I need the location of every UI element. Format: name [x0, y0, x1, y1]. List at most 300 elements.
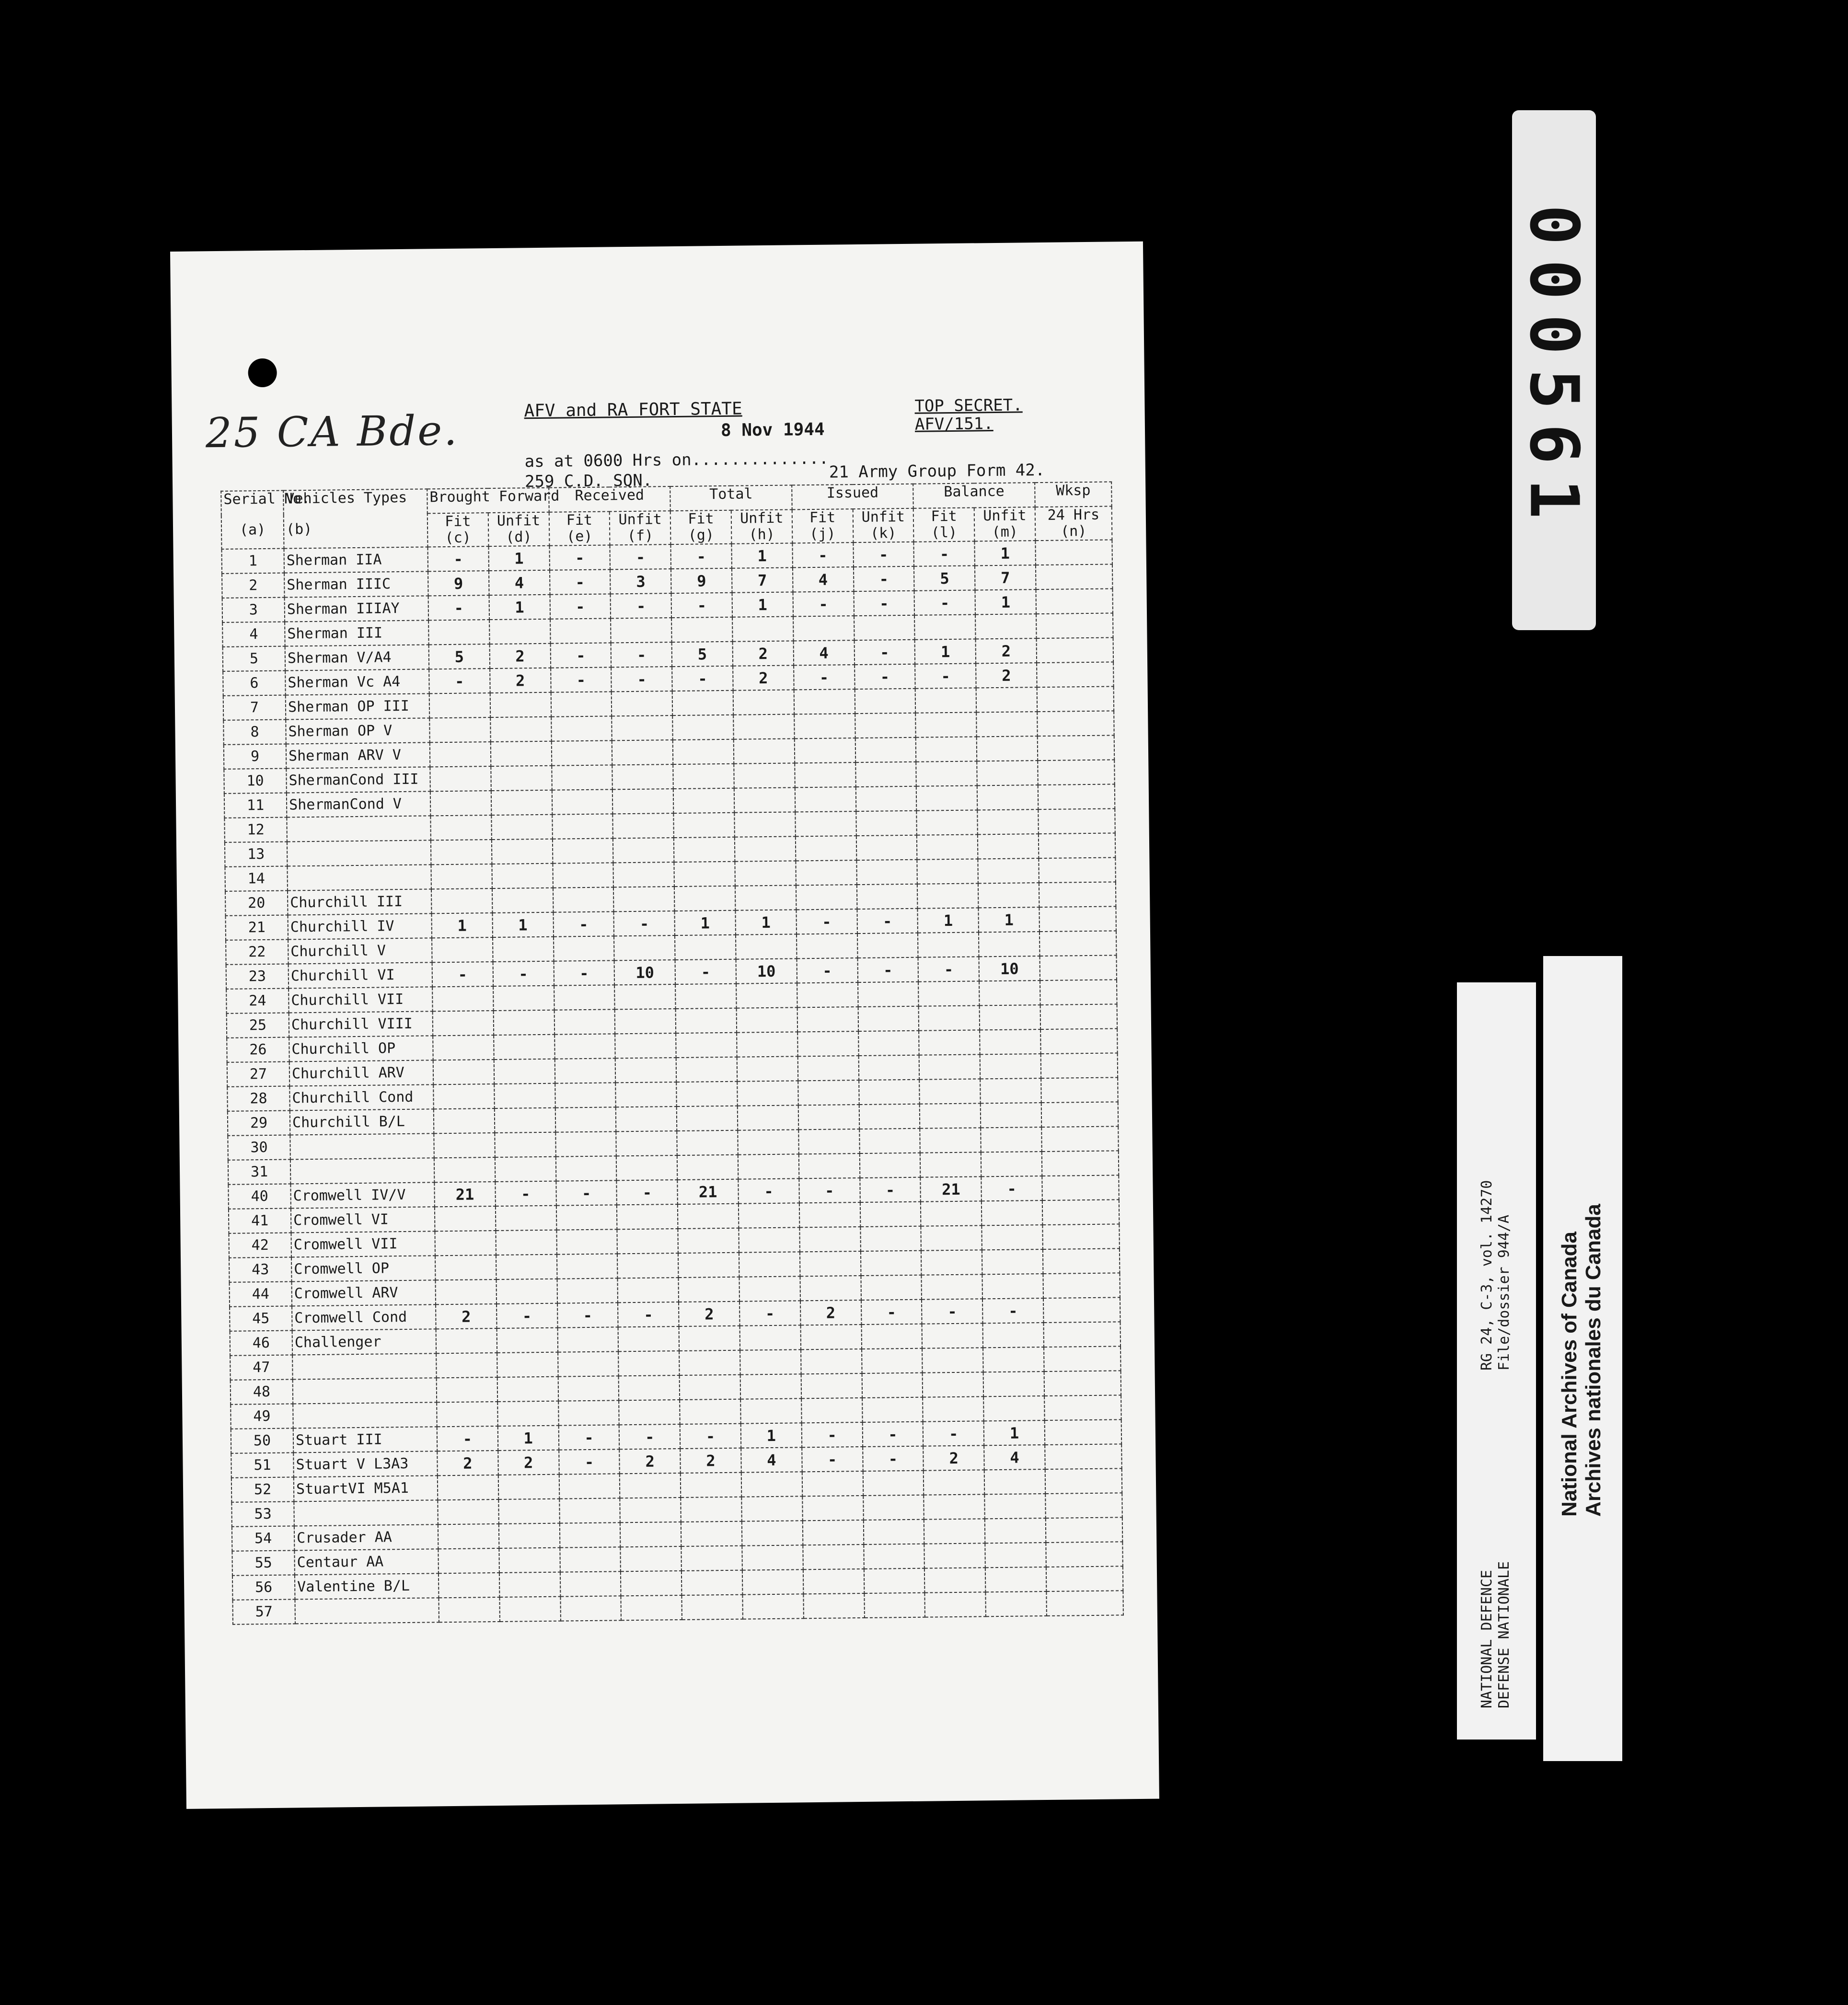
value-cell: [1042, 1199, 1120, 1225]
value-cell: [1045, 1419, 1122, 1445]
value-cell: [738, 1154, 799, 1179]
value-cell: [560, 1547, 621, 1572]
serial-cell: 3: [222, 598, 285, 622]
value-cell: [863, 1471, 924, 1496]
value-cell: [919, 1054, 980, 1079]
value-cell: [854, 615, 915, 640]
value-cell: [1041, 1126, 1119, 1152]
value-cell: [491, 766, 552, 791]
value-cell: [1045, 1493, 1122, 1518]
serial-cell: 1: [222, 549, 285, 574]
value-cell: [439, 1573, 499, 1598]
value-cell: [924, 1567, 985, 1592]
value-cell: [737, 1032, 797, 1057]
vehicle-type-cell: Cromwell IV/V: [290, 1182, 435, 1208]
value-cell: [551, 691, 612, 716]
value-cell: [922, 1274, 982, 1299]
value-cell: [923, 1372, 983, 1397]
value-cell: -: [675, 959, 736, 984]
vehicle-type-cell: Centaur AA: [294, 1549, 439, 1575]
value-cell: [1042, 1151, 1119, 1176]
header-24hrs-n: 24 Hrs (n): [1035, 506, 1112, 541]
value-cell: [864, 1544, 924, 1569]
value-cell: -: [797, 958, 857, 983]
value-cell: [740, 1349, 801, 1374]
value-cell: [674, 837, 735, 862]
value-cell: [616, 1106, 677, 1131]
value-cell: [490, 692, 551, 717]
value-cell: [983, 1323, 1044, 1348]
value-cell: [499, 1548, 560, 1573]
value-cell: [984, 1469, 1045, 1494]
value-cell: [615, 1033, 676, 1058]
value-cell: [742, 1594, 803, 1619]
serial-cell: 23: [226, 964, 289, 989]
value-cell: [983, 1347, 1044, 1372]
vehicle-type-cell: [287, 816, 431, 841]
value-cell: [674, 886, 735, 911]
value-cell: [739, 1252, 800, 1277]
value-cell: [613, 838, 674, 863]
value-cell: [432, 937, 493, 962]
value-cell: [1046, 1517, 1123, 1543]
value-cell: -: [497, 1303, 557, 1328]
value-cell: -: [556, 1180, 617, 1205]
value-cell: [1044, 1322, 1121, 1347]
value-cell: [735, 861, 796, 886]
vehicle-type-cell: Sherman IIIC: [284, 571, 428, 597]
value-cell: [437, 1377, 497, 1402]
value-cell: -: [799, 1178, 860, 1203]
value-cell: [430, 766, 491, 791]
reference-number: AFV/151.: [914, 414, 993, 434]
value-cell: [552, 789, 612, 814]
value-cell: [985, 1518, 1046, 1543]
value-cell: [621, 1571, 681, 1596]
value-cell: [492, 839, 553, 864]
value-cell: [734, 763, 795, 788]
value-cell: -: [794, 665, 855, 690]
vehicle-type-cell: Sherman IIIAY: [285, 596, 429, 622]
serial-cell: 49: [231, 1404, 293, 1429]
vehicle-type-cell: Sherman III: [285, 620, 429, 646]
value-cell: [612, 715, 673, 740]
value-cell: [738, 1105, 798, 1130]
value-cell: [552, 838, 613, 863]
value-cell: -: [854, 640, 915, 665]
serial-cell: 50: [231, 1428, 294, 1453]
value-cell: [1042, 1175, 1119, 1200]
value-cell: [1036, 564, 1113, 589]
value-cell: 2: [620, 1449, 681, 1474]
header-unfit-m: Unfit (m): [974, 507, 1036, 541]
value-cell: [554, 1058, 615, 1083]
value-cell: [554, 1034, 615, 1059]
value-cell: 2: [976, 638, 1037, 663]
value-cell: [794, 689, 855, 714]
value-cell: [491, 790, 552, 815]
value-cell: [1046, 1566, 1123, 1591]
vehicle-type-cell: Churchill OP: [289, 1036, 433, 1061]
value-cell: -: [495, 1181, 556, 1206]
value-cell: [985, 1543, 1046, 1567]
value-cell: [679, 1326, 740, 1351]
value-cell: [558, 1376, 619, 1401]
value-cell: [795, 762, 855, 787]
value-cell: [614, 984, 675, 1009]
value-cell: [613, 813, 674, 838]
value-cell: [550, 618, 611, 643]
value-cell: [796, 885, 857, 910]
value-cell: [859, 1153, 920, 1178]
value-cell: [977, 761, 1038, 785]
value-cell: [858, 1031, 919, 1056]
value-cell: [856, 835, 917, 860]
value-cell: [859, 1129, 920, 1153]
value-cell: [920, 1079, 981, 1104]
value-cell: -: [437, 1426, 498, 1451]
header-fit-g: Fit (g): [670, 510, 732, 544]
value-cell: -: [611, 593, 671, 618]
value-cell: 2: [437, 1451, 498, 1475]
serial-cell: 22: [226, 940, 289, 965]
value-cell: [618, 1278, 679, 1302]
value-cell: [674, 813, 735, 838]
value-cell: [979, 932, 1040, 956]
value-cell: [741, 1472, 802, 1497]
value-cell: [436, 1279, 497, 1304]
value-cell: 4: [793, 567, 854, 592]
value-cell: [917, 810, 978, 835]
value-cell: [559, 1498, 620, 1523]
header-issued: Issued: [792, 484, 913, 510]
value-cell: -: [551, 667, 612, 692]
punch-hole: [248, 358, 277, 388]
value-cell: -: [549, 545, 610, 570]
value-cell: -: [792, 542, 853, 567]
value-cell: [803, 1520, 864, 1545]
value-cell: [917, 834, 978, 859]
value-cell: [492, 888, 553, 913]
value-cell: [620, 1498, 681, 1522]
value-cell: [740, 1398, 801, 1423]
value-cell: -: [559, 1449, 620, 1474]
value-cell: [489, 619, 550, 644]
value-cell: [494, 1035, 554, 1060]
value-cell: [677, 1106, 738, 1131]
value-cell: [1037, 686, 1114, 712]
value-cell: [433, 1011, 494, 1036]
value-cell: [496, 1255, 557, 1279]
value-cell: [552, 765, 612, 790]
serial-cell: 28: [227, 1086, 290, 1111]
value-cell: -: [854, 591, 914, 616]
serial-cell: 41: [229, 1208, 291, 1233]
serial-cell: 43: [229, 1257, 292, 1282]
value-cell: [1040, 979, 1117, 1005]
value-cell: -: [493, 961, 554, 986]
header-brought-forward: Brought Forward: [427, 488, 549, 514]
value-cell: [863, 1520, 924, 1544]
value-cell: -: [618, 1302, 679, 1327]
value-cell: -: [550, 594, 611, 619]
value-cell: [680, 1399, 740, 1424]
value-cell: [1035, 540, 1112, 565]
header-vehicle-types: Vehicles Types (b): [283, 489, 427, 548]
value-cell: [985, 1567, 1046, 1592]
serial-cell: 5: [223, 646, 286, 671]
value-cell: -: [428, 595, 489, 620]
value-cell: [1038, 735, 1115, 761]
value-cell: -: [796, 909, 857, 934]
vehicle-type-cell: ShermanCond V: [287, 791, 431, 817]
value-cell: 2: [679, 1302, 739, 1326]
value-cell: -: [619, 1424, 680, 1449]
value-cell: 7: [732, 567, 793, 592]
value-cell: [618, 1351, 679, 1376]
value-cell: [795, 811, 856, 836]
serial-cell: 31: [228, 1159, 291, 1184]
value-cell: 1: [918, 908, 979, 933]
value-cell: [984, 1494, 1045, 1519]
value-cell: 4: [741, 1447, 802, 1472]
value-cell: [862, 1373, 923, 1398]
value-cell: [916, 785, 977, 810]
value-cell: [918, 981, 979, 1006]
value-cell: [733, 714, 794, 739]
value-cell: [1037, 662, 1114, 687]
serial-cell: 29: [228, 1110, 290, 1135]
value-cell: [499, 1523, 560, 1548]
value-cell: [858, 1006, 919, 1031]
value-cell: [431, 888, 492, 913]
value-cell: 21: [434, 1182, 495, 1207]
value-cell: [1039, 857, 1116, 883]
date-stamp: 8 Nov 1944: [720, 419, 825, 440]
value-cell: [555, 1156, 616, 1181]
value-cell: -: [802, 1447, 863, 1472]
value-cell: [864, 1593, 925, 1618]
value-cell: [736, 934, 797, 959]
vehicle-type-cell: [295, 1598, 439, 1624]
defence-fr: DEFENSE NATIONALE: [1496, 1561, 1513, 1708]
value-cell: [856, 811, 917, 836]
value-cell: [438, 1548, 499, 1573]
value-cell: [1039, 906, 1116, 932]
serial-cell: 27: [227, 1061, 290, 1086]
value-cell: [921, 1250, 982, 1275]
value-cell: [1038, 784, 1115, 809]
value-cell: [920, 1128, 981, 1152]
value-cell: [1044, 1346, 1121, 1371]
vehicle-type-cell: Churchill III: [288, 889, 432, 915]
value-cell: [677, 1155, 738, 1180]
value-cell: [922, 1348, 983, 1372]
vehicle-type-cell: Churchill IV: [288, 913, 432, 939]
serial-cell: 51: [231, 1452, 294, 1477]
value-cell: -: [739, 1301, 800, 1325]
value-cell: -: [793, 591, 854, 616]
value-cell: [613, 887, 674, 911]
serial-cell: 57: [232, 1599, 295, 1624]
value-cell: [431, 840, 492, 864]
value-cell: [494, 1059, 554, 1084]
value-cell: [1041, 1053, 1118, 1078]
vehicle-type-cell: Stuart III: [293, 1427, 438, 1452]
value-cell: -: [550, 643, 611, 668]
value-cell: [918, 932, 979, 957]
value-cell: [862, 1397, 923, 1422]
value-cell: 10: [614, 960, 675, 985]
value-cell: -: [860, 1177, 921, 1202]
value-cell: [1041, 1077, 1118, 1103]
value-cell: [681, 1546, 742, 1571]
value-cell: [553, 887, 614, 912]
value-cell: [498, 1499, 559, 1524]
value-cell: -: [861, 1300, 922, 1325]
value-cell: [682, 1595, 743, 1620]
value-cell: [800, 1251, 861, 1276]
value-cell: [438, 1499, 498, 1524]
value-cell: [735, 885, 796, 910]
value-cell: -: [611, 642, 672, 667]
value-cell: -: [914, 590, 975, 615]
vehicle-type-cell: Churchill ARV: [289, 1060, 434, 1086]
value-cell: 2: [680, 1448, 741, 1473]
value-cell: [802, 1471, 863, 1496]
vehicle-type-cell: Churchill VI: [289, 962, 433, 988]
value-cell: 1: [488, 546, 549, 571]
value-cell: [796, 836, 856, 861]
header-wksp: Wksp: [1035, 482, 1112, 507]
value-cell: 21: [678, 1179, 739, 1204]
value-cell: [980, 1005, 1040, 1030]
value-cell: [495, 1108, 555, 1133]
value-cell: -: [672, 666, 733, 691]
value-cell: [981, 1127, 1041, 1152]
value-cell: 2: [976, 663, 1037, 688]
value-cell: 2: [733, 641, 794, 666]
archives-label: [1558, 1204, 1605, 1517]
value-cell: [681, 1497, 741, 1522]
value-cell: [676, 1057, 737, 1082]
value-cell: [924, 1543, 985, 1568]
vehicle-type-cell: [293, 1378, 437, 1404]
value-cell: [915, 688, 976, 713]
vehicle-type-cell: Crusader AA: [294, 1524, 439, 1550]
value-cell: [793, 616, 854, 641]
serial-cell: 14: [225, 866, 288, 891]
value-cell: [740, 1325, 801, 1350]
header-unfit-d: Unfit (d): [488, 512, 550, 546]
serial-cell: 40: [228, 1184, 291, 1209]
archives-fr: Archives nationales du Canada: [1582, 1204, 1605, 1517]
value-cell: [1046, 1542, 1123, 1567]
value-cell: [673, 764, 734, 789]
value-cell: [492, 864, 553, 888]
value-cell: [738, 1129, 798, 1154]
microfilm-frame-counter: [1512, 110, 1596, 630]
value-cell: [979, 980, 1040, 1005]
serial-cell: 12: [224, 818, 287, 842]
serial-cell: 21: [226, 915, 289, 940]
value-cell: [496, 1230, 556, 1255]
value-cell: -: [553, 911, 614, 936]
value-cell: [800, 1325, 861, 1349]
value-cell: [861, 1275, 922, 1300]
vehicle-type-cell: Churchill VII: [289, 987, 433, 1013]
value-cell: [614, 935, 675, 960]
serial-cell: 52: [231, 1477, 294, 1502]
value-cell: [741, 1496, 802, 1521]
value-cell: -: [922, 1299, 982, 1324]
value-cell: [493, 937, 554, 962]
value-cell: [923, 1396, 983, 1421]
value-cell: [675, 984, 736, 1009]
unit-line: 259 C.D. SQN.: [524, 471, 653, 492]
value-cell: [864, 1568, 924, 1593]
value-cell: -: [857, 909, 918, 933]
serial-cell: 47: [230, 1355, 293, 1380]
value-cell: 10: [736, 958, 797, 983]
value-cell: [856, 860, 917, 885]
value-cell: -: [557, 1302, 618, 1327]
vehicle-type-cell: Churchill Cond: [289, 1084, 434, 1110]
vehicle-type-cell: ShermanCond III: [286, 767, 430, 793]
value-cell: 1: [975, 541, 1036, 565]
value-cell: -: [923, 1421, 984, 1446]
value-cell: [801, 1349, 862, 1374]
value-cell: [740, 1374, 801, 1399]
value-cell: [429, 693, 490, 718]
value-cell: [855, 737, 916, 762]
value-cell: [858, 1055, 919, 1080]
serial-cell: 25: [227, 1013, 289, 1037]
value-cell: [919, 1005, 980, 1030]
value-cell: [737, 1056, 798, 1081]
value-cell: [498, 1475, 559, 1499]
value-cell: [796, 860, 856, 885]
value-cell: [620, 1522, 681, 1547]
serial-cell: 53: [231, 1501, 294, 1526]
value-cell: [556, 1205, 617, 1230]
value-cell: [612, 691, 672, 716]
value-cell: [555, 1131, 616, 1156]
value-cell: [921, 1201, 982, 1226]
value-cell: [1037, 637, 1114, 663]
value-cell: [978, 858, 1039, 883]
value-cell: -: [612, 667, 672, 691]
serial-cell: 45: [230, 1306, 292, 1331]
value-cell: [676, 1033, 737, 1058]
value-cell: [621, 1546, 681, 1571]
value-cell: [855, 713, 916, 738]
value-cell: 2: [733, 665, 794, 690]
value-cell: [555, 1107, 616, 1132]
value-cell: -: [429, 668, 490, 693]
value-cell: [794, 714, 855, 738]
value-cell: 1: [731, 543, 792, 568]
value-cell: [556, 1229, 617, 1254]
value-cell: [671, 617, 732, 642]
value-cell: [1041, 1102, 1119, 1127]
value-cell: [1043, 1297, 1120, 1323]
classification-block: [914, 396, 1023, 433]
value-cell: [433, 1035, 494, 1060]
serial-cell: 56: [232, 1575, 295, 1600]
value-cell: [436, 1328, 497, 1353]
value-cell: [797, 933, 857, 958]
